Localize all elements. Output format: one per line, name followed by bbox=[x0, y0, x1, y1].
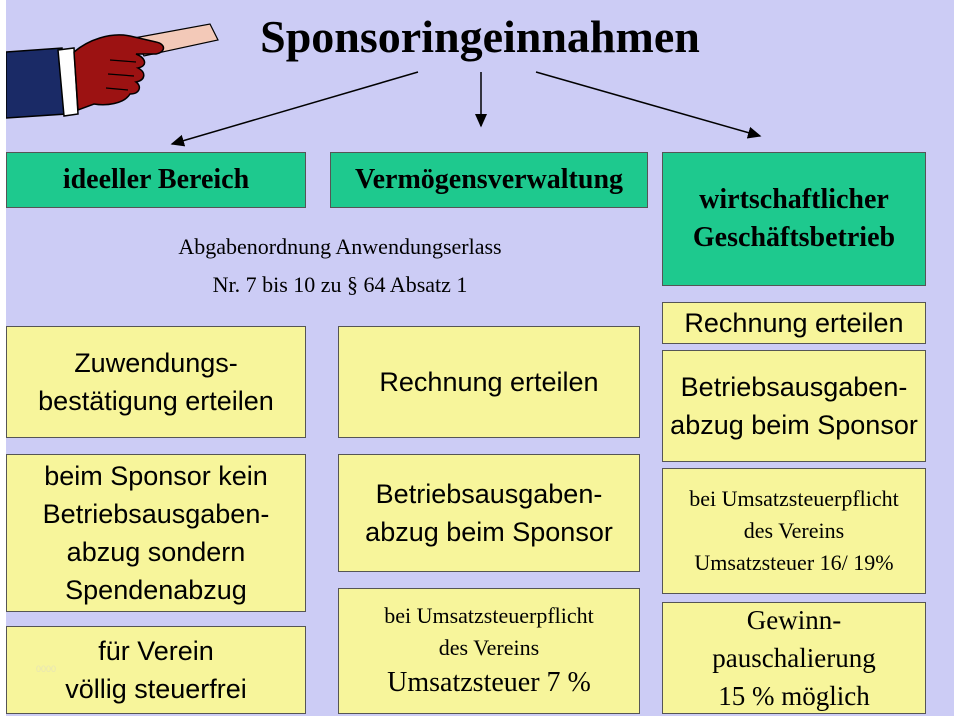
vermoegen-box3-line-3: Umsatzsteuer 7 % bbox=[387, 667, 591, 698]
wirtschaft-box-rechnung bbox=[662, 302, 926, 344]
wirtschaft-box4-line-3: 15 % möglich bbox=[718, 681, 870, 711]
header-ideeller-bereich bbox=[6, 152, 306, 208]
ideeller-box-spendenabzug bbox=[6, 454, 306, 612]
vermoegen-box2-line-2: abzug beim Sponsor bbox=[365, 517, 613, 547]
ideeller-box-zuwendungsbestaetigung bbox=[6, 326, 306, 438]
ideeller-box3-line-1: für Verein bbox=[98, 636, 214, 666]
wirtschaft-box3-line-1: bei Umsatzsteuerpflicht bbox=[689, 486, 899, 511]
vermoegen-box-umsatzsteuer bbox=[338, 588, 640, 714]
wirtschaft-box2-line-1: Betriebsausgaben- bbox=[680, 372, 908, 402]
watermark: 0000 bbox=[36, 664, 57, 674]
arrow-right bbox=[536, 72, 760, 136]
header-wirtschaftlicher-geschaeftsbetrieb bbox=[662, 152, 926, 286]
ideeller-box1-line-2: bestätigung erteilen bbox=[38, 386, 274, 416]
wirtschaft-box2-line-2: abzug beim Sponsor bbox=[670, 410, 918, 440]
wirtschaft-box3-line-3: Umsatzsteuer 16/ 19% bbox=[694, 550, 894, 575]
ideeller-box1-line-1: Zuwendungs- bbox=[74, 348, 238, 378]
header-vermoegensverwaltung bbox=[330, 152, 648, 208]
wirtschaft-box1-line-1: Rechnung erteilen bbox=[684, 308, 904, 338]
ideeller-box3-line-2: völlig steuerfrei bbox=[65, 674, 247, 704]
header-ideeller-label: ideeller Bereich bbox=[62, 164, 250, 195]
header-vermoegen-label: Vermögensverwaltung bbox=[354, 164, 624, 195]
ideeller-box2-line-4: Spendenabzug bbox=[65, 575, 247, 605]
ideeller-box2-line-2: Betriebsausgaben- bbox=[42, 499, 270, 529]
vermoegen-box-betriebsausgabenabzug bbox=[338, 454, 640, 572]
vermoegen-box-rechnung bbox=[338, 326, 640, 438]
header-wirtschaft-line-1: wirtschaftlicher bbox=[699, 184, 889, 215]
wirtschaft-box3-line-2: des Vereins bbox=[743, 518, 845, 543]
vermoegen-box2-line-1: Betriebsausgaben- bbox=[375, 479, 603, 509]
wirtschaft-box4-line-2: pauschalierung bbox=[712, 643, 876, 673]
slide-title: Sponsoringeinnahmen bbox=[260, 11, 700, 62]
wirtschaft-box-betriebsausgabenabzug bbox=[662, 350, 926, 462]
vermoegen-box3-line-2: des Vereins bbox=[438, 635, 540, 660]
vermoegen-box3-line-1: bei Umsatzsteuerpflicht bbox=[384, 603, 594, 628]
wirtschaft-box-umsatzsteuer bbox=[662, 468, 926, 594]
wirtschaft-box-gewinnpauschalierung bbox=[662, 602, 926, 714]
legal-reference-line-2: Nr. 7 bis 10 zu § 64 Absatz 1 bbox=[212, 272, 468, 297]
header-wirtschaft-line-2: Geschäftsbetrieb bbox=[692, 222, 896, 253]
ideeller-box2-line-3: abzug sondern bbox=[66, 537, 246, 567]
vermoegen-box1-line-1: Rechnung erteilen bbox=[379, 367, 599, 397]
ideeller-box2-line-1: beim Sponsor kein bbox=[44, 461, 268, 491]
wirtschaft-box4-line-1: Gewinn- bbox=[746, 605, 842, 635]
legal-reference-line-1: Abgabenordnung Anwendungserlass bbox=[178, 234, 502, 259]
arrow-left bbox=[172, 72, 418, 144]
